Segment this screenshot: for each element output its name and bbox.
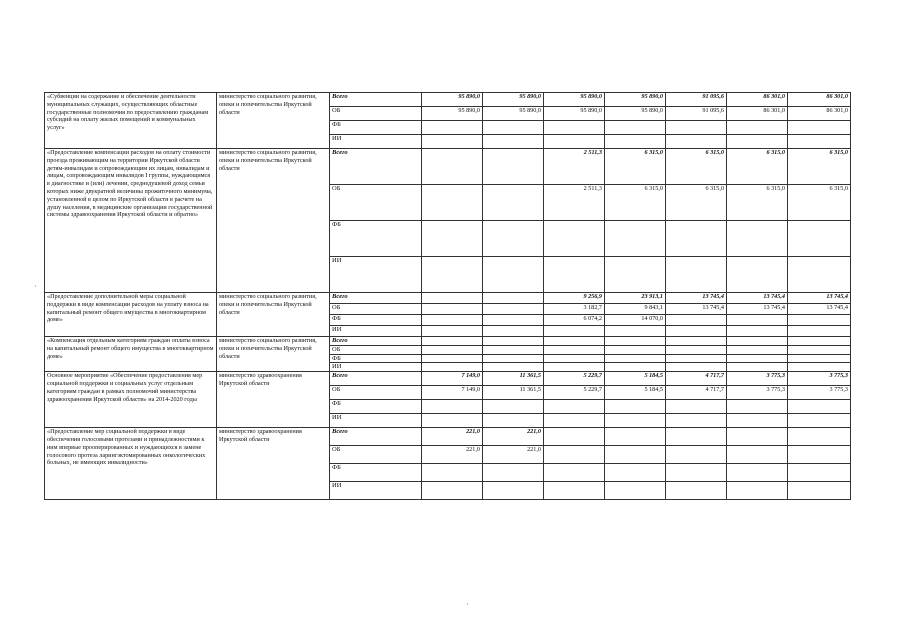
amount-cell	[666, 121, 727, 135]
amount-cell: 4 717,7	[666, 386, 727, 400]
amount-cell: 5 229,7	[544, 386, 605, 400]
amount-cell: 221,0	[422, 428, 483, 446]
amount-cell: 95 890,0	[605, 107, 666, 121]
amount-cell: 221,0	[483, 428, 544, 446]
amount-cell: 3 775,3	[727, 386, 788, 400]
amount-cell: 4 717,7	[666, 372, 727, 386]
amount-cell: 95 890,0	[483, 107, 544, 121]
amount-cell	[422, 185, 483, 221]
amount-cell	[788, 428, 851, 446]
amount-cell	[788, 257, 851, 293]
amount-cell	[422, 326, 483, 337]
amount-cell	[605, 257, 666, 293]
amount-cell: 9 843,1	[605, 304, 666, 315]
amount-cell	[605, 482, 666, 500]
amount-cell	[788, 414, 851, 428]
amount-cell	[483, 304, 544, 315]
amount-cell: 14 070,0	[605, 315, 666, 326]
amount-cell: 7 149,0	[422, 372, 483, 386]
amount-cell	[483, 464, 544, 482]
amount-cell	[483, 135, 544, 149]
funding-source: ИИ	[330, 482, 422, 500]
amount-cell: 5 229,7	[544, 372, 605, 386]
amount-cell	[788, 400, 851, 414]
amount-cell	[605, 135, 666, 149]
funding-source: ФБ	[330, 354, 422, 363]
amount-cell	[483, 326, 544, 337]
amount-cell	[666, 326, 727, 337]
funding-source: ФБ	[330, 315, 422, 326]
table-row	[45, 293, 851, 304]
funding-source: ОБ	[330, 386, 422, 400]
amount-cell	[483, 315, 544, 326]
amount-cell	[666, 315, 727, 326]
amount-cell	[666, 464, 727, 482]
amount-cell	[483, 185, 544, 221]
funding-source: ОБ	[330, 304, 422, 315]
amount-cell	[666, 428, 727, 446]
amount-cell	[483, 149, 544, 185]
funding-source: ИИ	[330, 326, 422, 337]
amount-cell	[422, 464, 483, 482]
amount-cell: 13 745,4	[727, 304, 788, 315]
amount-cell: 86 301,0	[727, 93, 788, 107]
scan-mark: ·	[34, 282, 37, 291]
executor-name: министерство здравоохранения Иркутской области	[217, 428, 330, 500]
amount-cell	[788, 121, 851, 135]
amount-cell: 2 511,3	[544, 149, 605, 185]
amount-cell	[788, 135, 851, 149]
measure-name: «Предоставление мер социальной поддержки в виде обеспечения голосовыми протезами и принадлежностями к ним впервые прооперированных и нуждающихся в замене голосового протеза ларингэктомированных онкологических больных, не имеющих инвалидности»	[45, 428, 217, 500]
amount-cell: 95 890,0	[605, 93, 666, 107]
amount-cell	[544, 257, 605, 293]
funding-source: ФБ	[330, 400, 422, 414]
amount-cell: 95 890,0	[422, 107, 483, 121]
amount-cell	[422, 337, 483, 346]
amount-cell	[727, 414, 788, 428]
amount-cell	[422, 135, 483, 149]
amount-cell	[422, 293, 483, 304]
amount-cell	[422, 149, 483, 185]
amount-cell	[666, 257, 727, 293]
amount-cell	[788, 326, 851, 337]
amount-cell	[605, 337, 666, 346]
amount-cell	[483, 345, 544, 354]
amount-cell	[727, 428, 788, 446]
amount-cell	[727, 363, 788, 372]
funding-source: Всего	[330, 149, 422, 185]
amount-cell	[544, 345, 605, 354]
amount-cell	[666, 337, 727, 346]
amount-cell	[483, 337, 544, 346]
amount-cell	[666, 414, 727, 428]
amount-cell	[788, 464, 851, 482]
amount-cell: 6 315,0	[666, 185, 727, 221]
amount-cell	[727, 337, 788, 346]
amount-cell: 3 775,3	[727, 372, 788, 386]
amount-cell	[544, 354, 605, 363]
amount-cell	[727, 221, 788, 257]
funding-source: ФБ	[330, 121, 422, 135]
executor-name: министерство социального развития, опеки и попечительства Иркутской области	[217, 149, 330, 293]
amount-cell	[666, 363, 727, 372]
amount-cell: 11 361,5	[483, 386, 544, 400]
amount-cell	[727, 446, 788, 464]
amount-cell: 6 074,2	[544, 315, 605, 326]
amount-cell: 91 095,6	[666, 107, 727, 121]
amount-cell: 6 315,0	[605, 185, 666, 221]
amount-cell	[422, 482, 483, 500]
table-row	[45, 337, 851, 346]
amount-cell	[544, 337, 605, 346]
amount-cell: 6 315,0	[605, 149, 666, 185]
amount-cell	[788, 354, 851, 363]
amount-cell	[544, 121, 605, 135]
funding-source: ИИ	[330, 257, 422, 293]
amount-cell	[666, 354, 727, 363]
amount-cell: 13 745,4	[727, 293, 788, 304]
amount-cell	[422, 345, 483, 354]
amount-cell	[727, 354, 788, 363]
measure-name: «Компенсация отдельным категориям граждан оплаты взноса на капитальный ремонт общего имущества в многоквартирном доме»	[45, 337, 217, 372]
amount-cell	[544, 428, 605, 446]
measure-name: «Субвенции на содержание и обеспечение деятельности муниципальных служащих, осуществляющих областные государственные полномочия по предоставлению гражданам субсидий на оплату жилых помещений и коммунальных услуг»	[45, 93, 217, 149]
amount-cell	[605, 354, 666, 363]
amount-cell: 95 890,0	[483, 93, 544, 107]
amount-cell	[422, 121, 483, 135]
amount-cell	[483, 221, 544, 257]
scan-mark: ·	[466, 600, 469, 609]
amount-cell	[483, 293, 544, 304]
amount-cell	[483, 482, 544, 500]
amount-cell	[605, 446, 666, 464]
funding-source: ОБ	[330, 107, 422, 121]
amount-cell	[727, 326, 788, 337]
amount-cell	[666, 135, 727, 149]
amount-cell	[788, 363, 851, 372]
funding-source: ОБ	[330, 185, 422, 221]
amount-cell: 11 361,5	[483, 372, 544, 386]
amount-cell	[422, 221, 483, 257]
executor-name: министерство социального развития, опеки и попечительства Иркутской области	[217, 337, 330, 372]
funding-source: ФБ	[330, 221, 422, 257]
amount-cell: 91 095,6	[666, 93, 727, 107]
amount-cell	[422, 315, 483, 326]
funding-source: ОБ	[330, 345, 422, 354]
amount-cell	[788, 221, 851, 257]
amount-cell: 5 184,5	[605, 372, 666, 386]
amount-cell: 6 315,0	[788, 149, 851, 185]
amount-cell	[727, 121, 788, 135]
measure-name: «Предоставление компенсации расходов на оплату стоимости проезда проживающим на территории Иркутской области детям-инвалидам и сопровождающим их лицам, инвалидам и лицам, сопровождающим инвалидов I группы, нуждающимся в диагностике и (или) лечении, среднедушевой доход семьи которых ниже двукратной величины прожиточного минимума, установленной в целом по Иркутской области в расчете на душу населения, в медицинские организации государственной системы здравоохранения Иркутской области и обратно»	[45, 149, 217, 293]
amount-cell	[727, 257, 788, 293]
funding-source: Всего	[330, 372, 422, 386]
funding-source: ИИ	[330, 414, 422, 428]
table-row	[45, 428, 851, 446]
amount-cell	[605, 414, 666, 428]
amount-cell	[727, 400, 788, 414]
amount-cell: 13 745,4	[788, 304, 851, 315]
amount-cell	[605, 345, 666, 354]
amount-cell: 95 890,0	[544, 107, 605, 121]
amount-cell: 86 301,0	[788, 93, 851, 107]
amount-cell	[483, 363, 544, 372]
amount-cell	[727, 464, 788, 482]
amount-cell	[483, 414, 544, 428]
amount-cell	[788, 337, 851, 346]
amount-cell: 3 182,7	[544, 304, 605, 315]
funding-source: ИИ	[330, 363, 422, 372]
amount-cell	[666, 345, 727, 354]
amount-cell: 3 775,3	[788, 372, 851, 386]
amount-cell	[788, 345, 851, 354]
amount-cell	[544, 326, 605, 337]
measure-name: «Предоставление дополнительной меры социальной поддержки в виде компенсации расходов на уплату взноса на капитальный ремонт общего имущества в многоквартирном доме»	[45, 293, 217, 337]
amount-cell	[666, 400, 727, 414]
amount-cell	[605, 464, 666, 482]
amount-cell	[605, 326, 666, 337]
executor-name: министерство социального развития, опеки и попечительства Иркутской области	[217, 93, 330, 149]
amount-cell	[422, 400, 483, 414]
funding-source: ИИ	[330, 135, 422, 149]
funding-source: ФБ	[330, 464, 422, 482]
amount-cell	[544, 363, 605, 372]
amount-cell: 6 315,0	[727, 149, 788, 185]
amount-cell	[605, 400, 666, 414]
amount-cell	[483, 354, 544, 363]
funding-source: ОБ	[330, 446, 422, 464]
amount-cell	[422, 257, 483, 293]
amount-cell: 9 256,9	[544, 293, 605, 304]
amount-cell: 13 745,4	[666, 304, 727, 315]
table-row	[45, 93, 851, 107]
amount-cell	[544, 482, 605, 500]
amount-cell: 95 890,0	[544, 93, 605, 107]
amount-cell: 3 775,3	[788, 386, 851, 400]
amount-cell	[422, 304, 483, 315]
amount-cell	[544, 221, 605, 257]
amount-cell	[666, 482, 727, 500]
amount-cell	[666, 221, 727, 257]
amount-cell: 6 315,0	[788, 185, 851, 221]
amount-cell	[422, 363, 483, 372]
amount-cell	[788, 446, 851, 464]
amount-cell	[422, 414, 483, 428]
amount-cell	[727, 345, 788, 354]
amount-cell	[666, 446, 727, 464]
amount-cell	[483, 257, 544, 293]
amount-cell: 13 745,4	[788, 293, 851, 304]
amount-cell: 221,0	[483, 446, 544, 464]
table-row	[45, 372, 851, 386]
budget-table	[44, 92, 851, 500]
amount-cell	[605, 221, 666, 257]
amount-cell: 7 149,0	[422, 386, 483, 400]
amount-cell	[544, 135, 605, 149]
amount-cell: 2 511,3	[544, 185, 605, 221]
funding-source: Всего	[330, 337, 422, 346]
amount-cell	[544, 446, 605, 464]
amount-cell	[788, 315, 851, 326]
funding-source: Всего	[330, 93, 422, 107]
amount-cell: 86 301,0	[788, 107, 851, 121]
executor-name: министерство здравоохранения Иркутской области	[217, 372, 330, 428]
amount-cell	[727, 482, 788, 500]
measure-name: Основное мероприятие «Обеспечение предоставления мер социальной поддержки и социальных услуг отдельным категориям граждан в рамках полномочий министерства здравоохранения Иркутской области» на 2014-2020 годы	[45, 372, 217, 428]
funding-source: Всего	[330, 428, 422, 446]
amount-cell	[788, 482, 851, 500]
amount-cell	[483, 121, 544, 135]
amount-cell	[483, 400, 544, 414]
amount-cell	[544, 400, 605, 414]
executor-name: министерство социального развития, опеки и попечительства Иркутской области	[217, 293, 330, 337]
document-page	[44, 92, 850, 500]
amount-cell	[544, 464, 605, 482]
amount-cell: 6 315,0	[727, 185, 788, 221]
amount-cell: 5 184,5	[605, 386, 666, 400]
amount-cell	[727, 315, 788, 326]
amount-cell	[422, 354, 483, 363]
amount-cell	[727, 135, 788, 149]
amount-cell	[544, 414, 605, 428]
amount-cell	[605, 363, 666, 372]
funding-source: Всего	[330, 293, 422, 304]
amount-cell: 86 301,0	[727, 107, 788, 121]
amount-cell: 13 745,4	[666, 293, 727, 304]
amount-cell	[605, 428, 666, 446]
amount-cell: 23 913,1	[605, 293, 666, 304]
amount-cell: 6 315,0	[666, 149, 727, 185]
amount-cell: 221,0	[422, 446, 483, 464]
table-row	[45, 149, 851, 185]
amount-cell: 95 890,0	[422, 93, 483, 107]
amount-cell	[605, 121, 666, 135]
